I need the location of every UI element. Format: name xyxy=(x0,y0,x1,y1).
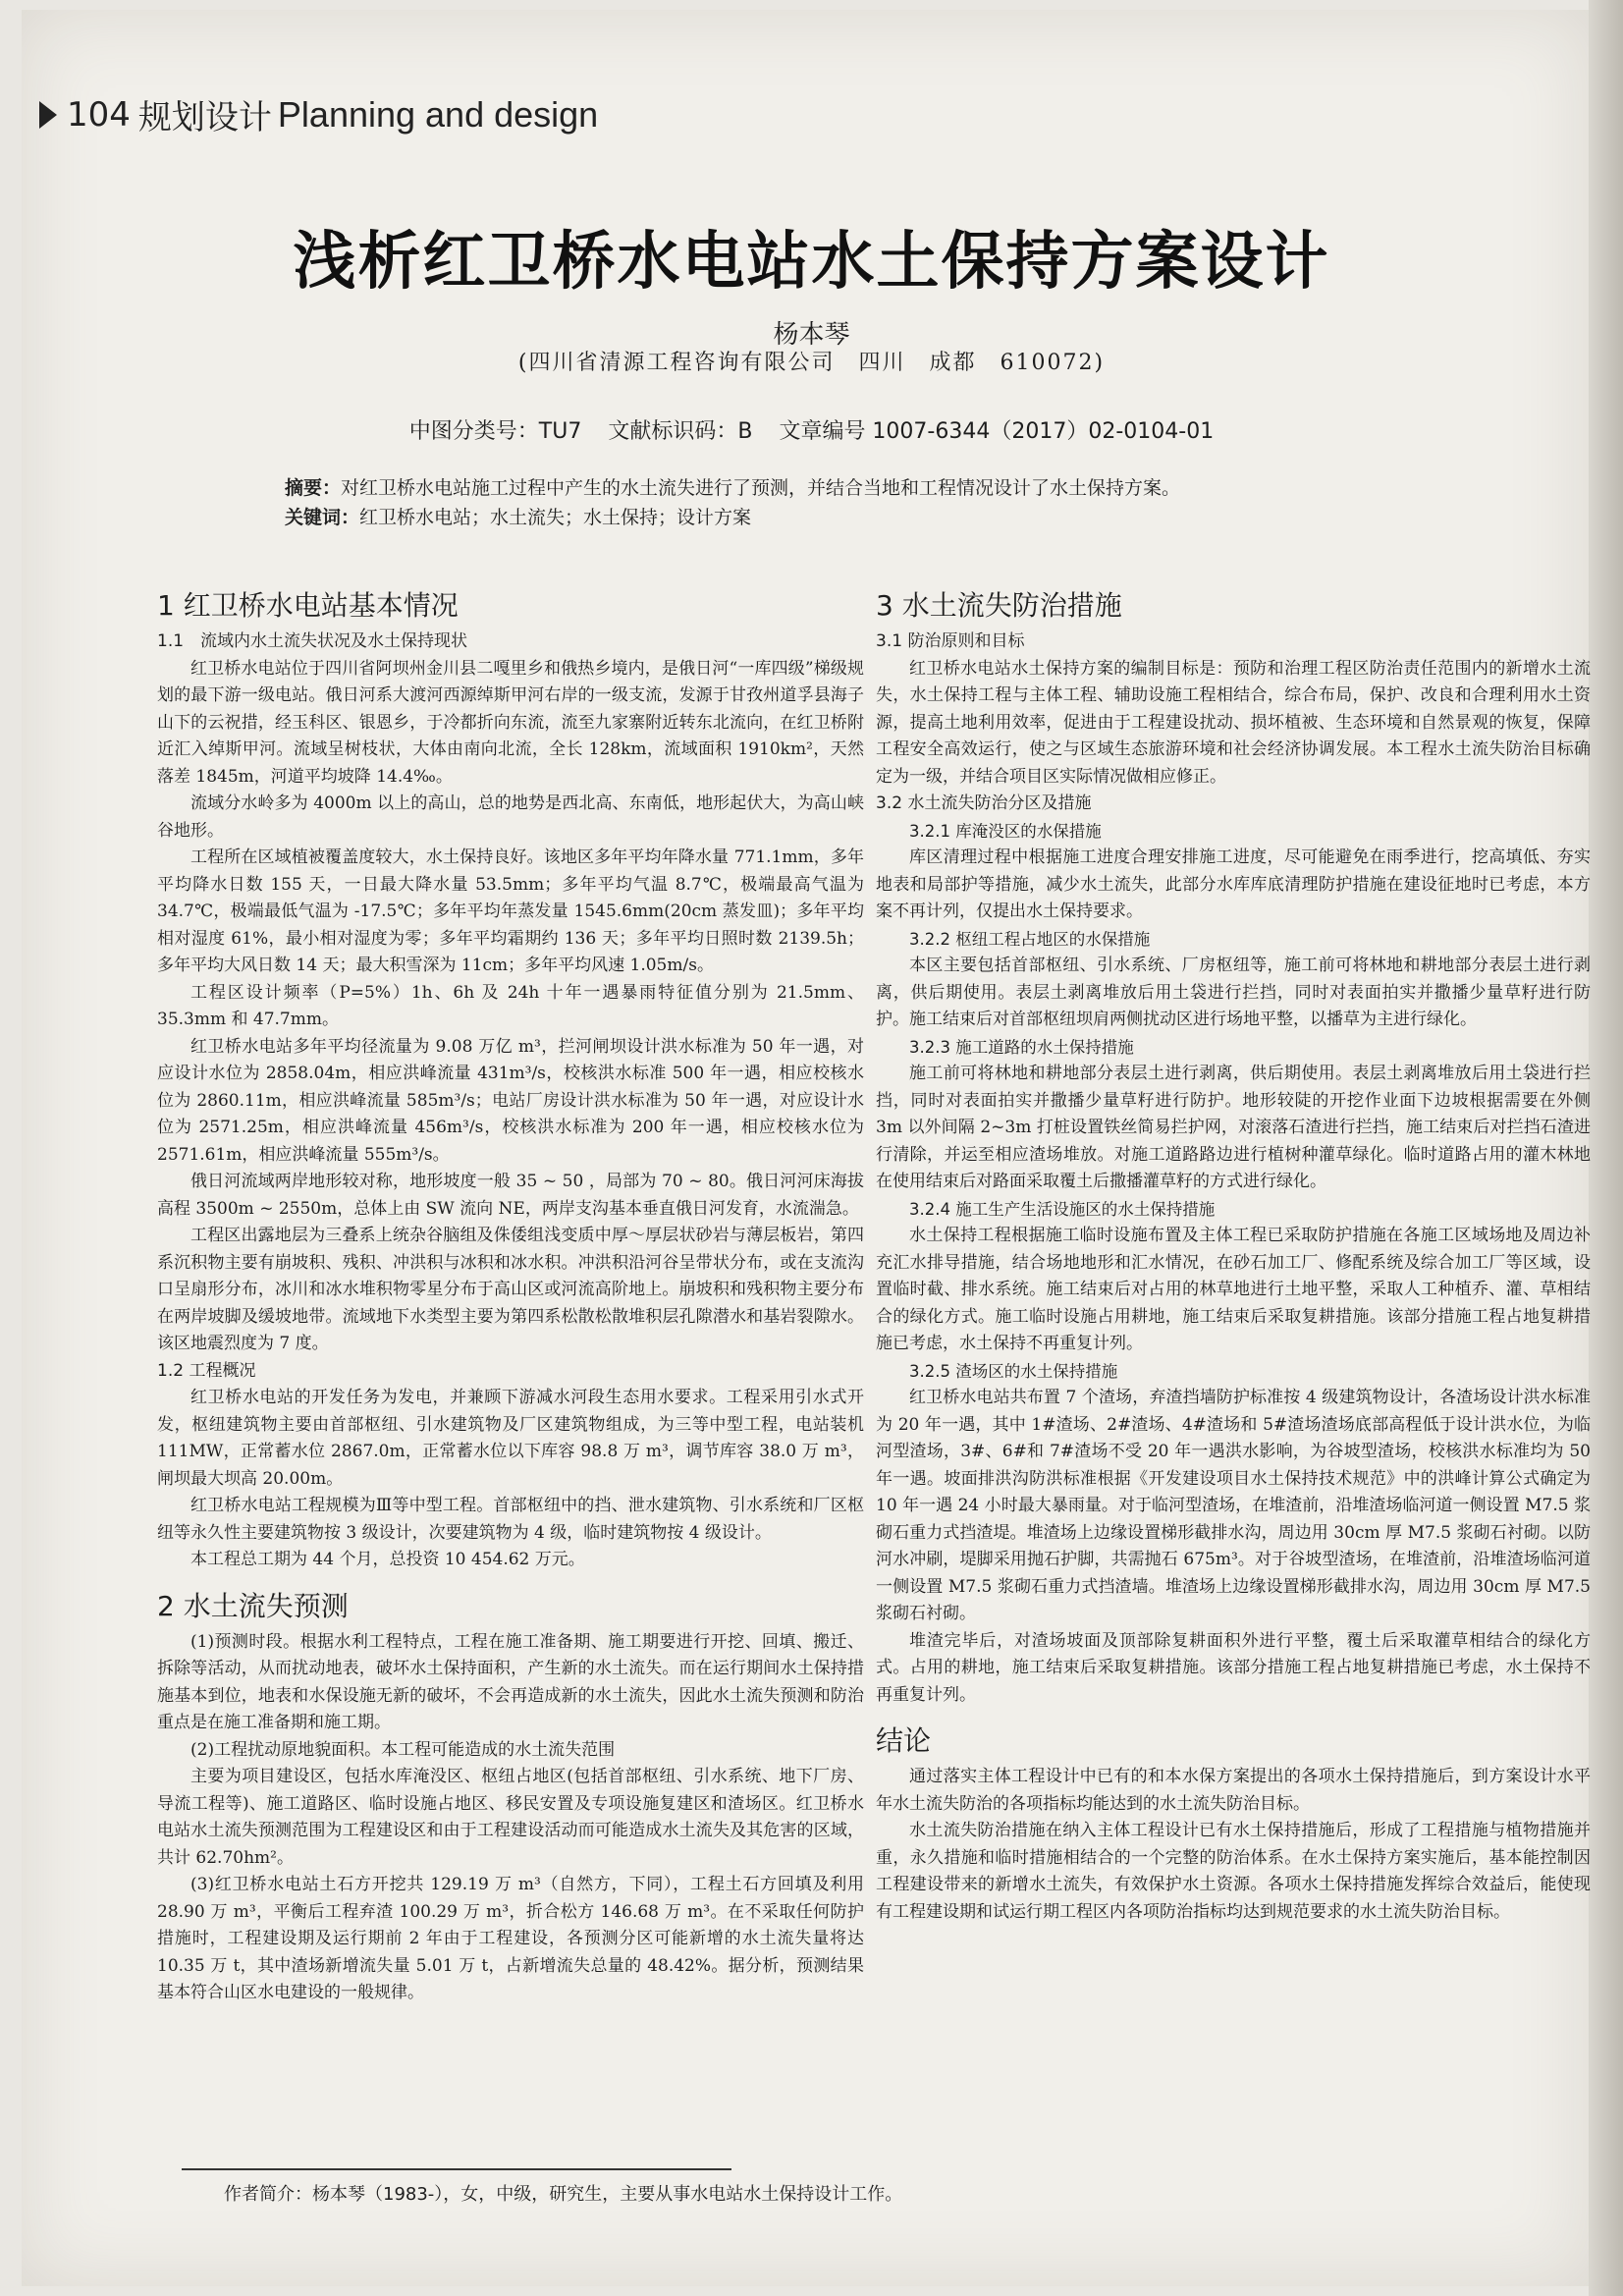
abstract-label: 摘要： xyxy=(285,477,342,499)
article-title: 浅析红卫桥水电站水土保持方案设计 xyxy=(293,226,1330,299)
conclusion-heading: 结论 xyxy=(876,1724,932,1757)
paragraph: 堆渣完毕后，对渣场坡面及顶部除复耕面积外进行平整，覆土后采取灌草相结合的绿化方式。占用的耕地，施工结束后采取复耕措施。该部分措施工程占地复耕措施已考虑，水土保持不再重复计列。 xyxy=(876,1630,1591,1705)
paragraph: (3)红卫桥水电站土石方开挖共 129.19 万 m³（自然方，下同），工程土石方回填及利用 28.90 万 m³，平衡后工程弃渣 100.29 万 m³，折合松方 146.68 万 m³。在不采取任何防护措施时，工程建设期及运行期前 2 年由于工程建设，各预测分区可能新增的水土流失量将达 10.35 万 t，其中渣场新增流失量 5.01 万 t，占新增流失总量的 48.42%。据分析，预测结果基本符合山区水电建设的一般规律。 xyxy=(157,1875,864,2002)
section-2-heading: 2 水土流失预测 xyxy=(157,1589,349,1622)
paragraph: 水土流失防治措施在纳入主体工程设计已有水土保持措施后，形成了工程措施与植物措施并重，永久措施和临时措施相结合的一个完整的防治体系。在水土保持方案实施后，基本能控制因工程建设带来的新增水土流失，有效保护水土资源。各项水土保持措施发挥综合效益后，能使现有工程建设期和试运行期工程区内各项防治指标均达到规范要求的水土流失防治目标。 xyxy=(876,1821,1591,1922)
author-footnote: 作者简介：杨本琴（1983-），女，中级，研究生，主要从事水电站水土保持设计工作。 xyxy=(224,2184,903,2205)
paragraph: 通过落实主体工程设计中已有的和本水保方案提出的各项水土保持措施后，到方案设计水平年水土流失防治的各项指标均能达到的水土流失防治目标。 xyxy=(876,1767,1591,1814)
abstract-block xyxy=(285,473,1375,532)
abstract-text: 对红卫桥水电站施工过程中产生的水土流失进行了预测，并结合当地和工程情况设计了水土保持方案。 xyxy=(341,477,1181,499)
abstract xyxy=(285,473,1375,503)
section-1-1-heading: 1.1 流域内水土流失状况及水土保持现状 xyxy=(157,631,468,651)
section-3-heading: 3 水土流失防治措施 xyxy=(876,589,1122,622)
classification-line xyxy=(0,414,1623,445)
paragraph: 红卫桥水电站位于四川省阿坝州金川县二嘎里乡和俄热乡境内，是俄日河“一库四级”梯级规划的最下游一级电站。俄日河系大渡河西源绰斯甲河右岸的一级支流，发源于甘孜州道孚县海子山下的云祝措，经玉科区、银恩乡，于冷都折向东流，流至九家寨附近转东北流向，在红卫桥附近汇入绰斯甲河。流域呈树枝状，大体由南向北流，全长 128km，流域面积 1910km²，天然落差 1845m，河道平均坡降 14.4‰。 xyxy=(157,658,864,787)
running-header xyxy=(39,90,598,138)
paragraph: 水土保持工程根据施工临时设施布置及主体工程已采取防护措施在各施工区域场地及周边补充汇水排导措施，结合场地地形和汇水情况，在砂石加工厂、修配系统及综合加工厂等区域，设置临时截、排水系统。施工结束后对占用的林草地进行土地平整，采取人工种植乔、灌、草相结合的绿化方式。施工临时设施占用耕地，施工结束后采取复耕措施。该部分措施工程占地复耕措施已考虑，水土保持不再重复计列。 xyxy=(876,1226,1591,1353)
paragraph: 本工程总工期为 44 个月，总投资 10 454.62 万元。 xyxy=(190,1550,585,1569)
section-3-2-5-heading: 3.2.5 渣场区的水土保持措施 xyxy=(909,1361,1118,1381)
document-code: 文献标识码：B xyxy=(608,419,753,444)
page-number: 104 xyxy=(67,94,131,135)
section-3-2-3-heading: 3.2.3 施工道路的水土保持措施 xyxy=(909,1037,1134,1057)
paragraph: 红卫桥水电站多年平均径流量为 9.08 万亿 m³，拦河闸坝设计洪水标准为 50 年一遇，对应设计水位为 2858.04m，相应洪峰流量 431m³/s，校核洪水标准 500 年一遇，相应校核水位为 2860.11m，相应洪峰流量 585m³/s；电站厂房设计洪水标准为 50 年一遇，对应设计水位为 2571.25m，相应洪峰流量 456m³/s，校核洪水标准为 200 年一遇，相应校核水位为 2571.61m，相应洪峰流量 555m³/s。 xyxy=(157,1036,864,1165)
paragraph: 主要为项目建设区，包括水库淹没区、枢纽占地区(包括首部枢纽、引水系统、地下厂房、导流工程等)、施工道路区、临时设施占地区、移民安置及专项设施复建区和渣场区。红卫桥水电站水土流失预测范围为工程建设区和由于工程建设活动而可能造成水土流失及其危害的区域，共计 62.70hm²。 xyxy=(157,1767,864,1868)
section-name-cn: 规划设计 xyxy=(137,98,272,137)
clc-number: 中图分类号：TU7 xyxy=(408,419,582,444)
paragraph: 红卫桥水电站的开发任务为发电，并兼顾下游减水河段生态用水要求。工程采用引水式开发，枢纽建筑物主要由首部枢纽、引水建筑物及厂区建筑物组成，为三等中型工程，电站装机 111MW，正常蓄水位 2867.0m，正常蓄水位以下库容 98.8 万 m³，调节库容 38.0 万 m³，闸坝最大坝高 20.00m。 xyxy=(157,1388,864,1489)
author-name: 杨本琴 xyxy=(773,320,850,350)
keywords xyxy=(285,503,1375,532)
footnote-rule xyxy=(182,2168,731,2170)
right-column xyxy=(876,587,1591,1926)
paragraph: 工程所在区域植被覆盖度较大，水土保持良好。该地区多年平均年降水量 771.1mm，多年平均降水日数 155 天，一日最大降水量 53.5mm；多年平均气温 8.7℃，极端最高气温为 34.7℃，极端最低气温为 -17.5℃；多年平均年蒸发量 1545.6mm(20cm 蒸发皿)；多年平均相对湿度 61%，最小相对湿度为零；多年平均霜期约 136 天；多年平均日照时数 2139.5h；多年平均大风日数 14 天；最大积雪深为 11cm；多年平均风速 1.05m/s。 xyxy=(157,847,864,975)
section-3-2-2-heading: 3.2.2 枢纽工程占地区的水保措施 xyxy=(909,929,1151,949)
paragraph: 工程区设计频率（P=5%）1h、6h 及 24h 十年一遇暴雨特征值分别为 21.5mm、35.3mm 和 47.7mm。 xyxy=(157,982,864,1029)
section-3-2-1-heading: 3.2.1 库淹没区的水保措施 xyxy=(909,821,1102,841)
paragraph: (1)预测时段。根据水利工程特点，工程在施工准备期、施工期要进行开挖、回填、搬迁、拆除等活动，从而扰动地表，破坏水土保持面积，产生新的水土流失。而在运行期间水土保持措施基本到位，地表和水保设施无新的破坏，不会再造成新的水土流失，因此水土流失预测和防治重点是在施工准备期和施工期。 xyxy=(157,1631,864,1732)
section-1-heading: 1 红卫桥水电站基本情况 xyxy=(157,589,459,622)
keywords-text: 红卫桥水电站；水土流失；水土保持；设计方案 xyxy=(359,507,752,528)
author-affiliation: (四川省清源工程咨询有限公司 四川 成都 610072) xyxy=(517,351,1106,375)
section-name-en: Planning and design xyxy=(277,93,599,135)
article-number: 文章编号 1007-6344（2017）02-0104-01 xyxy=(779,419,1215,444)
keywords-label: 关键词： xyxy=(285,507,360,528)
paragraph: 本区主要包括首部枢纽、引水系统、厂房枢纽等，施工前可将林地和耕地部分表层土进行剥离，供后期使用。表层土剥离堆放后用土袋进行拦挡，同时对表面拍实并撒播少量草籽进行防护。施工结束后对首部枢纽坝肩两侧扰动区进行场地平整，以播草为主进行绿化。 xyxy=(876,956,1591,1029)
paragraph: (2)工程扰动原地貌面积。本工程可能造成的水土流失范围 xyxy=(190,1739,616,1760)
left-column xyxy=(157,587,864,2007)
paragraph: 红卫桥水电站工程规模为Ⅲ等中型工程。首部枢纽中的挡、泄水建筑物、引水系统和厂区枢纽等永久性主要建筑物按 3 级设计，次要建筑物为 4 级，临时建筑物按 4 级设计。 xyxy=(157,1496,864,1543)
section-3-2-4-heading: 3.2.4 施工生产生活设施区的水土保持措施 xyxy=(909,1199,1216,1219)
paragraph: 俄日河流域两岸地形较对称，地形坡度一般 35 ~ 50 ，局部为 70 ~ 80。俄日河河床海拔高程 3500m ~ 2550m，总体上由 SW 流向 NE，两岸支沟基本垂直俄日河发育，水流湍急。 xyxy=(157,1172,864,1219)
paragraph: 流域分水岭多为 4000m 以上的高山，总的地势是西北高、东南低，地形起伏大，为高山峡谷地形。 xyxy=(157,793,864,841)
section-1-2-heading: 1.2 工程概况 xyxy=(157,1360,256,1381)
paragraph: 红卫桥水电站水土保持方案的编制目标是：预防和治理工程区防治责任范围内的新增水土流失，水土保持工程与主体工程、辅助设施工程相结合，综合布局，保护、改良和合理利用水土资源，提高土地利用效率，促进由于工程建设扰动、损坏植被、生态环境和自然景观的恢复，保障工程安全高效运行，使之与区域生态旅游环境和社会经济协调发展。本工程水土流失防治目标确定为一级，并结合项目区实际情况做相应修正。 xyxy=(876,658,1591,787)
paragraph: 红卫桥水电站共布置 7 个渣场，弃渣挡墙防护标准按 4 级建筑物设计，各渣场设计洪水标准为 20 年一遇，其中 1#渣场、2#渣场、4#渣场和 5#渣场渣场底部高程低于设计洪水位，为临河型渣场，3#、6#和 7#渣场不受 20 年一遇洪水影响，为谷坡型渣场，校核洪水标准均为 50 年一遇。坡面排洪沟防洪标准根据《开发建设项目水土保持技术规范》中的洪峰计算公式确定为 10 年一遇 24 小时最大暴雨量。对于临河型渣场，在堆渣前，沿堆渣场临河道一侧设置 M7.5 浆砌石重力式挡渣堤。堆渣场上边缘设置梯形截排水沟，周边用 30cm 厚 M7.5 浆砌石衬砌。以防河水冲刷，堤脚采用抛石护脚，共需抛石 675m³。对于谷坡型渣场，在堆渣前，沿堆渣场临河道一侧设置 M7.5 浆砌石重力式挡渣墙。堆渣场上边缘设置梯形截排水沟，周边用 30cm 厚 M7.5 浆砌石衬砌。 xyxy=(876,1388,1591,1623)
header-arrow-icon xyxy=(39,101,57,129)
section-3-2-heading: 3.2 水土流失防治分区及措施 xyxy=(876,793,1092,813)
paragraph: 库区清理过程中根据施工进度合理安排施工进度，尽可能避免在雨季进行，挖高填低、夯实地表和局部护等措施，减少水土流失，此部分水库库底清理防护措施在建设征地时已考虑，本方案不再计列，仅提出水土保持要求。 xyxy=(876,847,1591,921)
section-3-1-heading: 3.1 防治原则和目标 xyxy=(876,631,1025,651)
paragraph: 工程区出露地层为三叠系上统杂谷脑组及侏倭组浅变质中厚～厚层状砂岩与薄层板岩，第四系沉积物主要有崩坡积、残积、冲洪积与冰积和冰水积。冲洪积沿河谷呈带状分布，或在支流沟口呈扇形分布，冰川和冰水堆积物零星分布于高山区或河流高阶地上。崩坡积和残积物主要分布在两岸坡脚及缓坡地带。流域地下水类型主要为第四系松散松散堆积层孔隙潜水和基岩裂隙水。该区地震烈度为 7 度。 xyxy=(157,1226,864,1353)
paragraph: 施工前可将林地和耕地部分表层土进行剥离，供后期使用。表层土剥离堆放后用土袋进行拦挡，同时对表面拍实并撒播少量草籽进行防护。地形较陡的开挖作业面下边坡根据需要在外侧 3m 以外间隔 2~3m 打桩设置铁丝简易拦护网，对滚落石渣进行拦挡，施工结束后对拦挡石渣进行清除，并运至相应渣场堆放。对施工道路路边进行植树种灌草绿化。临时道路占用的灌木林地在使用结束后对路面采取覆土后撒播灌草籽的方式进行绿化。 xyxy=(876,1064,1591,1191)
